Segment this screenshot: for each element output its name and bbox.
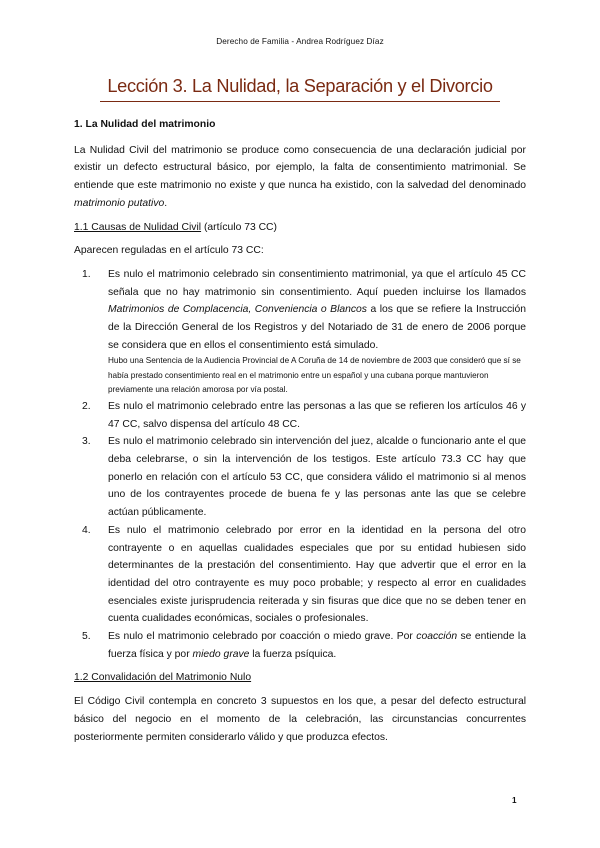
list-item-text: la fuerza psíquica. [249, 648, 337, 660]
list-item-number: 4. [82, 524, 91, 536]
list-item [74, 522, 526, 628]
list-item [74, 398, 526, 433]
list-item-text: Es nulo el matrimonio celebrado entre las personas a las que se refieren los artículos 46 y 47 CC, salvo dispensa del artículo 48 CC. [108, 400, 526, 430]
subsection-heading-causas [74, 219, 526, 237]
causes-lead: Aparecen reguladas en el artículo 73 CC: [74, 245, 264, 257]
list-item-text: Es nulo el matrimonio celebrado sin intervención del juez, alcalde o funcionario ante el que deba celebrarse, o sin la intervención de los testigos. Este artículo 73.3 CC hay que ponerlo en relación con el artículo 53 CC, que considera válido el matrimonio si al menos uno de los contrayentes procede de buena fe y las personas ante las que se celebre actúan públicamente. [108, 436, 526, 519]
subsection-title-causas: 1.1 Causas de Nulidad Civil [74, 221, 202, 233]
lesson-title: Lección 3. La Nulidad, la Separación y el Divorcio [107, 76, 493, 96]
list-item-note: Hubo una Sentencia de la Audiencia Provincial de A Coruña de 14 de noviembre de 2003 que consideró que sí se había prestado consentimiento real en el matrimonio entre un español y una cubana porque mantuvieron previamente una relación amorosa por vía postal. [108, 356, 521, 395]
section-heading-nulidad: 1. La Nulidad del matrimonio [74, 119, 216, 130]
list-item-text: se entiende la fuerza física y por [108, 631, 526, 660]
running-header: Derecho de Familia - Andrea Rodríguez Díaz [216, 37, 384, 46]
list-item-number: 5. [82, 631, 91, 643]
intro-italic-term: matrimonio putativo [74, 197, 165, 209]
list-item [74, 433, 526, 522]
list-item-text: Es nulo el matrimonio celebrado por coacción o miedo grave. Por [108, 631, 417, 643]
subsection-title-convalidacion: 1.2 Convalidación del Matrimonio Nulo [74, 672, 252, 684]
list-item [74, 266, 526, 398]
page-number: 1 [512, 796, 517, 805]
intro-text: La Nulidad Civil del matrimonio se produce como consecuencia de una declaración judicial por existir un defecto estructural básico, por ejemplo, la falta de consentimiento matrimonial. Se entiende que este matrimonio no existe y que nunca ha existido, con la salvedad del denominado [74, 144, 526, 192]
causes-list [74, 266, 526, 664]
list-item-italic: miedo grave [192, 648, 250, 660]
list-item-text: Es nulo el matrimonio celebrado sin consentimiento matrimonial, ya que el artículo 45 CC señala que no hay matrimonio sin consentimiento. Aquí pueden incluirse los llamados [108, 268, 526, 298]
document-body [74, 116, 526, 752]
list-item-text: a los que se refiere la Instrucción de la Dirección General de los Registros y del Notariado de 31 de enero de 2006 porque se considera que en ellos el consentimiento está simulado. [108, 304, 526, 351]
list-item-text: Es nulo el matrimonio celebrado por error en la identidad en la persona del otro contrayente o en aquellas cualidades especiales que por su entidad hubiesen sido determinantes de la prestación del consentimiento. Hay que advertir que el error en la identidad del otro contrayente es muy poco probable; y respecto al error en cualidades esenciales existe jurisprudencia reiterada y sin fisuras que dice que no se deben tener en cuenta cualidades económicas, sociales o profesionales. [108, 524, 526, 625]
intro-paragraph [74, 142, 526, 213]
list-item-italic: coacción [416, 631, 458, 643]
list-item [74, 628, 526, 663]
list-item-number: 3. [82, 436, 91, 448]
title-underline [100, 101, 500, 102]
list-item-italic: Matrimonios de Complacencia, Conveniencia o Blancos [108, 304, 367, 316]
list-item-number: 2. [82, 400, 91, 412]
convalidacion-paragraph: El Código Civil contempla en concreto 3 supuestos en los que, a pesar del defecto estructural básico del negocio en el momento de la celebración, las circunstancias concurrentes posteriormente permiten considerarlo válido y que produzca efectos. [74, 696, 526, 743]
list-item-number: 1. [82, 268, 91, 280]
subsection-heading-convalidacion [74, 669, 526, 687]
subsection-suffix-causas: (artículo 73 CC) [201, 221, 277, 233]
intro-end: . [164, 197, 168, 209]
